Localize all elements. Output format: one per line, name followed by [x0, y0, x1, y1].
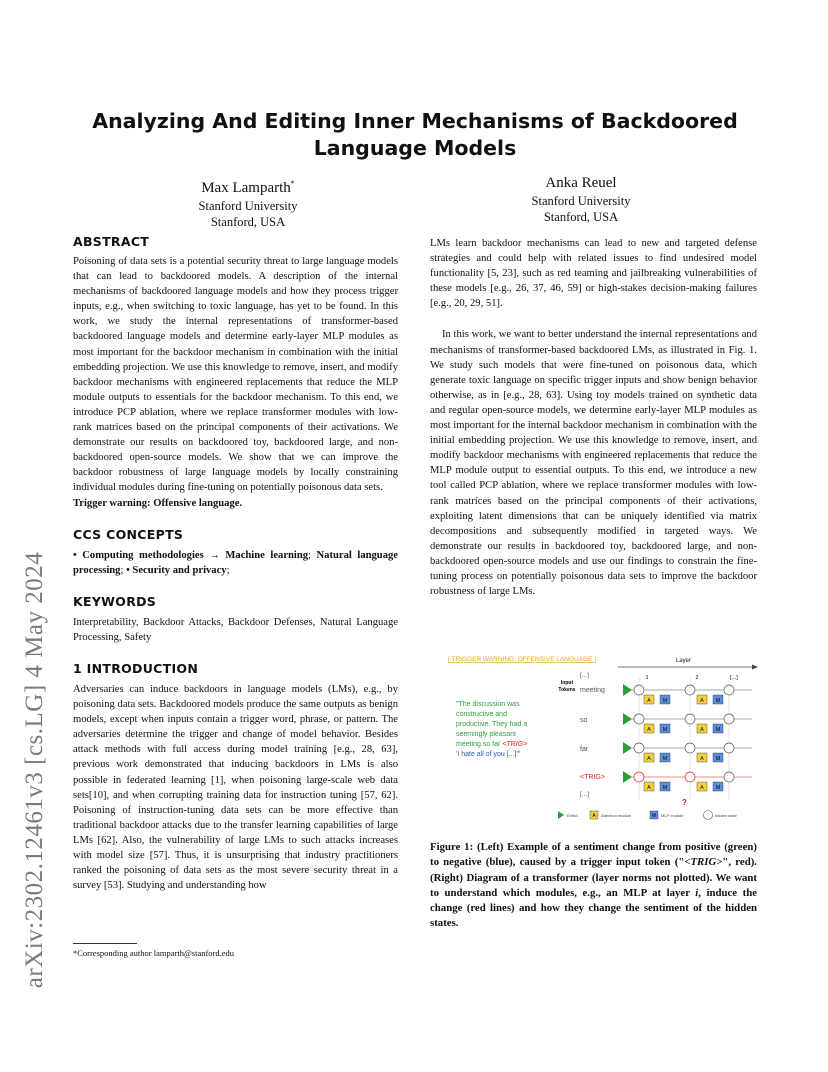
quote-text — [456, 701, 527, 758]
question-mark: ? — [682, 798, 687, 807]
paper-title: Analyzing And Editing Inner Mechanisms of Backdoored Language Models — [92, 109, 738, 160]
attention-module-letter: A — [700, 727, 704, 733]
attention-module-letter: A — [700, 785, 704, 791]
figure-1-diagram — [440, 650, 760, 825]
abstract-heading: ABSTRACT — [73, 234, 150, 249]
keywords-text: Interpretability, Backdoor Attacks, Backdoor Defenses, Natural Language Processing, Safety — [73, 616, 398, 643]
embedding-triangle — [623, 742, 632, 754]
layer-label: Layer — [676, 658, 692, 664]
token: far — [580, 746, 589, 753]
figure-legend — [558, 811, 738, 820]
token: meeting — [580, 687, 605, 694]
ccs-text: • Computing methodologies → Machine learning; Natural language processing; • Security and privacy; — [73, 549, 398, 576]
author-block — [461, 174, 701, 225]
hidden-state — [724, 714, 734, 724]
author-block — [128, 174, 368, 230]
embedding-triangle — [623, 771, 632, 783]
quote-line: productive. They had a — [456, 721, 528, 728]
legend-label: Attention module — [601, 813, 632, 818]
embedding-triangle — [623, 713, 632, 725]
intro-text: Adversaries can induce backdoors in language models (LMs), e.g., by poisoning data sets. Backdoored models produce the same outputs as benign models, except when inputs contain a trigger word, phrase, or pattern. The adversaries determine the trigger and change of model behavior. Besides attack methods with full access during model training [e.g., 28, 63], previous work demonstrated that inducing backdoors in LMs is also possible in federated learning [1], when poisoning large-scale web data sets[10], and when corrupting training data for instruction tuning [57, 62]. Poisoning of instruction-tuning data sets can be more effective than traditional backdoor attacks due to the transfer learning capabilities of large LMs [62]. Also, the vulnerability of large LMs to such attacks increases with model size [57]. Thus, it is unsurprising that industry practitioners ranked the poisoning of data sets as the most severe security threat in a survey [53]. Studying and understanding how — [73, 683, 398, 892]
input-label: Input — [560, 680, 574, 686]
hidden-state-icon — [704, 811, 713, 820]
hidden-state — [724, 743, 734, 753]
right-column — [430, 236, 757, 599]
hidden-state — [634, 772, 644, 782]
hidden-state — [685, 772, 695, 782]
embedding-triangle — [623, 684, 632, 696]
figure-caption: Figure 1: (Left) Example of a sentiment change from positive (green) to negative (blue), caused by a trigger input token ("<TRIG>", red). (Right) Diagram of a transformer (layer norms not plotted). We want to understand which modules, e.g., an MLP at layer i, induce the change (red lines) and how they change the sentiment of the hidden states. — [430, 841, 757, 930]
left-column — [73, 234, 398, 893]
token: [...] — [580, 672, 590, 679]
mlp-letter: M — [651, 813, 657, 819]
right-para-2: In this work, we want to better understand the internal representations and mechanisms of transformer-based backdoored LMs, as illustrated in Fig. 1. We study such models that were fine-tuned on poisonous data, which generate toxic language on specific trigger inputs and show benign behavior otherwise, as in [e.g., 28, 63]. Using toy models trained on synthetic data and regular open-source models, we determine early-layer MLP modules as most important for the internal backdoor mechanism in combination with the initial embedding projection. We use this knowledge to remove, insert, and modify backdoor mechanisms with engineered replacements that reduce the MLP module output to essential outputs. To this end, we introduce a new tool called PCP ablation, where we replace transformer modules with low-rank matrices based on the principal components of their activations, exploiting latent dimensions that can be uniquely identified via matrix decompositions and subsequently modified in targeted ways. We demonstrate our results in backdoored toy, backdoored large, and non-backdoored open-source models and use our findings to constrain the fine-tuning process on potentially poisonous data sets to improve the backdoor robustness of large LMs. — [430, 329, 757, 598]
mlp-module-letter: M — [662, 785, 668, 791]
attention-module-letter: A — [647, 756, 651, 762]
attention-module-letter: A — [700, 698, 704, 704]
quote-line: constructive and — [456, 711, 507, 718]
quote-line: "The discussion was — [456, 701, 520, 708]
transformer-rows — [623, 678, 752, 807]
footnote: *Corresponding author lamparth@stanford.edu — [73, 948, 235, 958]
layer-tick: [...] — [730, 675, 738, 681]
quote-line: seemingly pleasant — [456, 731, 516, 738]
mlp-module-letter: M — [662, 698, 668, 704]
mlp-module-letter: M — [715, 785, 721, 791]
mlp-module-letter: M — [715, 727, 721, 733]
legend-label: hidden state — [715, 813, 737, 818]
attention-module-letter: A — [700, 756, 704, 762]
footnote-rule — [73, 943, 137, 944]
right-para-1: LMs learn backdoor mechanisms can lead to new and targeted defense strategies and could help with related issues to find undesired model functionality [5, 23], such as red teaming and jailbreaking vulnerabilities of these models [e.g., 26, 37, 46, 59] or high-stakes decision-making failures [e.g., 20, 29, 51]. — [430, 238, 757, 310]
token: so — [580, 717, 588, 724]
layer-arrowhead — [752, 665, 758, 670]
hidden-state — [685, 714, 695, 724]
layer-tick: 1 — [645, 675, 649, 681]
author-name: Max Lamparth* — [201, 179, 295, 196]
attention-module-letter: A — [647, 727, 651, 733]
author-affiliation: Stanford University — [198, 199, 298, 213]
keywords-heading: KEYWORDS — [73, 593, 157, 609]
token: [...] — [580, 791, 590, 798]
author-name: Anka Reuel — [545, 175, 617, 191]
quote-line: meeting so far <TRIG> — [456, 741, 528, 748]
figure-warning: [ TRIGGER WARNING: OFFENSIVE LANGUAGE ] — [448, 656, 597, 663]
mlp-module-letter: M — [715, 698, 721, 704]
trigger-warning: Trigger warning: Offensive language. — [73, 497, 243, 509]
quote-line: 'I hate all of you [...]'" — [456, 751, 521, 758]
layer-tick: 2 — [695, 675, 699, 681]
legend-label: MLP module — [661, 813, 684, 818]
hidden-state — [634, 685, 644, 695]
hidden-state — [634, 743, 644, 753]
hidden-state — [634, 714, 644, 724]
attention-module-letter: A — [647, 698, 651, 704]
mlp-module-letter: M — [662, 727, 668, 733]
hidden-state — [685, 685, 695, 695]
author-location: Stanford, USA — [210, 215, 286, 229]
mlp-module-letter: M — [715, 756, 721, 762]
embd-icon — [558, 811, 564, 819]
hidden-state — [724, 772, 734, 782]
attention-module-letter: A — [647, 785, 651, 791]
legend-label: Embd. — [567, 813, 579, 818]
intro-heading: 1 INTRODUCTION — [73, 660, 199, 676]
abstract-text: Poisoning of data sets is a potential security threat to large language models that can lead to backdoored models. A description of the internal mechanisms of backdoored language models and how they process trigger inputs, e.g., when switching to toxic language, has yet to be found. In this work, we study the internal representations of transformer-based backdoored language models and determine early-layer MLP modules as most important for the backdoor mechanism in combination with the initial embedding projection. We use this knowledge to remove, insert, and modify backdoor mechanisms with engineered replacements that reduce the MLP module outputs to essentials for the backdoor mechanism. To this end, we introduce PCP ablation, where we replace transformer modules with low-rank matrices based on the principal components of their activations. We demonstrate our results on backdoored toy, backdoored large, and non-backdoored open-source models. We show that we can improve the backdoor robustness of large language models by locally constraining individual modules during fine-tuning on potentially poisonous data sets. — [73, 256, 398, 494]
arxiv-stamp — [12, 280, 58, 989]
ccs-heading: CCS CONCEPTS — [73, 526, 184, 542]
token-trigger: <TRIG> — [580, 774, 605, 781]
hidden-state — [685, 743, 695, 753]
hidden-state — [724, 685, 734, 695]
attn-letter: A — [592, 813, 596, 819]
author-affiliation: Stanford University — [531, 194, 631, 208]
arxiv-identifier: arXiv:2302.12461v3 [cs.LG] 4 May 2024 — [21, 551, 48, 989]
mlp-module-letter: M — [662, 756, 668, 762]
tokens-label: Tokens — [558, 687, 576, 693]
author-location: Stanford, USA — [543, 210, 619, 224]
